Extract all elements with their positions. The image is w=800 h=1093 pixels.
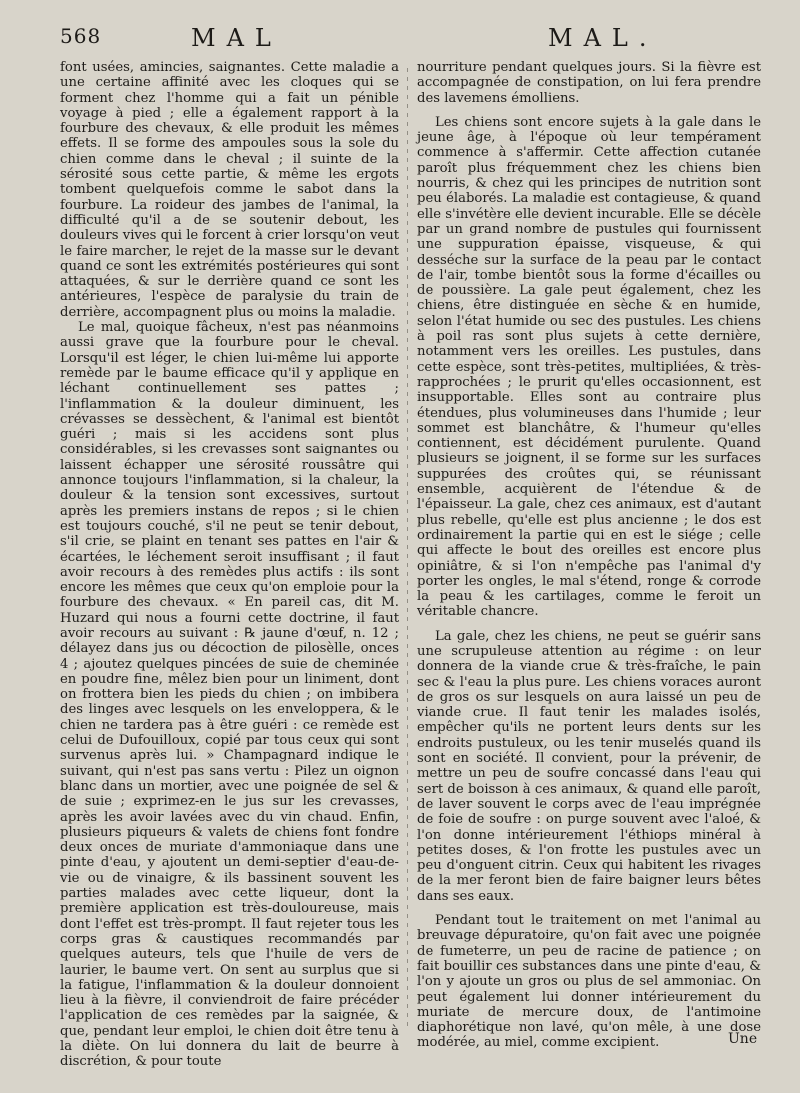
right-column [417,60,761,1051]
paragraph: Le mal, quoique fâcheux, n'est pas néanmoins aussi grave que la fourbure pour le cheval. Lorsqu'il est léger, le chien lui-même lui apporte remède par le baume efficace qu'il y applique en léchant continuellement ses pattes ; l'inflammation & la douleur diminuent, les crévasses se dessèchent, & l'animal est bientôt guéri ; mais si les accidens sont plus considérables, si les crevasses sont saignantes ou laissent échapper une sérosité roussâtre qui annonce toujours l'inflammation, si la chaleur, la douleur & la tension sont excessives, surtout après les premiers instans de repos ; si le chien est toujours couché, s'il ne peut se tenir debout, s'il crie, se plaint en tenant ses pattes en l'air & écartées, le léchement seroit insuffisant ; il faut avoir recours à des remèdes plus actifs : ils sont encore les mêmes que ceux qu'on emploie pour la fourbure des chevaux. « En pareil cas, dit M. Huzard qui nous a fourni cette doctrine, il faut avoir recours au suivant : ℞ jaune d'œuf, n. 12 ; délayez dans jus ou décoction de pilosèlle, onces 4 ; ajoutez quelques pincées de suie de cheminée en poudre fine, mêlez bien pour un liniment, dont on frottera bien les pieds du chien ; on imbibera des linges avec lesquels on les enveloppera, & le chien ne tardera pas à être guéri : ce remède est celui de Dufouilloux, copié par tous ceux qui sont survenus après lui. » Champagnard indique le suivant, qui n'est pas sans vertu : Pilez un oignon blanc dans un mortier, avec une poignée de sel & de suie ; exprimez-en le jus sur les crevasses, après les avoir lavées avec du vin chaud. Enfin, plusieurs piqueurs & valets de chiens font fondre deux onces de muriate d'ammoniaque dans une pinte d'eau, y ajoutent un demi-septier d'eau-de-vie ou de vinaigre, & ils bassinent souvent les parties malades avec cette liqueur, dont la première application est très-douloureuse, mais dont l'effet est très-prompt. Il faut rejeter tous les corps gras & caustiques recommandés par quelques auteurs, tels que l'huile de vers de laurier, le baume vert. On sent au surplus que si la fatigue, l'inflammation & la douleur donnoient lieu à la fièvre, il conviendroit de faire précéder l'application de ces remèdes par la saignée, & que, pendant leur emploi, le chien doit être tenu à la diète. On lui donnera du lait de beurre à discrétion, & pour toute [60,320,399,1070]
paragraph: La gale, chez les chiens, ne peut se guérir sans une scrupuleuse attention au régime : on leur donnera de la viande crue & très-fraîche, le pain sec & l'eau la plus pure. Les chiens voraces auront de gros os sur lesquels on aura laissé un peu de viande crue. Il faut tenir les malades isolés, empêcher qu'ils ne portent leurs dents sur les endroits pustuleux, ou les tenir muselés quand ils sont en société. Il convient, pour la prévenir, de mettre un peu de soufre concassé dans l'eau qui sert de boisson à ces animaux, & quand elle paroît, de laver souvent le corps avec de l'eau imprégnée de foie de soufre : on purge souvent avec l'aloé, & l'on donne intérieurement l'éthiops minéral à petites doses, & l'on frotte les pustules avec un peu d'onguent citrin. Ceux qui habitent les rivages de la mer feront bien de faire baigner leurs bêtes dans ses eaux. [417,628,761,904]
column-divider [407,68,408,1028]
catchword: Une [728,1031,758,1047]
running-head-left: MAL [191,24,282,52]
page-header [0,22,800,56]
paragraph: Pendant tout le traitement on met l'animal au breuvage dépuratoire, qu'on fait avec une poignée de fumeterre, un peu de racine de patience ; on fait bouillir ces substances dans une pinte d'eau, & l'on y ajoute un gros ou plus de sel ammoniac. On peut également lui donner intérieurement du muriate de mercure doux, de l'antimoine diaphorétique non lavé, qu'on mêle, à une dose modérée, au miel, comme excipient. [417,913,761,1051]
running-head-right: MAL. [548,24,658,52]
left-column [60,60,399,1070]
page-number: 568 [60,24,102,48]
paragraph: font usées, amincies, saignantes. Cette maladie a une certaine affinité avec les cloques qui se forment chez l'homme qui a fait un pénible voyage à pied ; elle a également rapport à la fourbure des chevaux, & elle produit les mêmes effets. Il se forme des ampoules sous la sole du chien comme dans le cheval ; il suinte de la sérosité sous cette partie, & même les ergots tombent quelquefois comme le sabot dans la fourbure. La roideur des jambes de l'animal, la difficulté qu'il a de se soutenir debout, les douleurs vives qui le forcent à crier lorsqu'on veut le faire marcher, le rejet de la masse sur le devant quand ce sont les extrémités postérieures qui sont attaquées, & sur le derrière quand ce sont les antérieures, l'espèce de paralysie du train de derrière, accompagnent plus ou moins la maladie. [60,60,399,320]
paragraph: Les chiens sont encore sujets à la gale dans le jeune âge, à l'époque où leur tempérament commence à s'affermir. Cette affection cutanée paroît plus fréquemment chez les chiens bien nourris, & chez qui les principes de nutrition sont peu élaborés. La maladie est contagieuse, & quand elle s'invétère elle devient incurable. Elle se décèle par un grand nombre de pustules qui fournissent une suppuration épaisse, visqueuse, & qui desséche sur la surface de la peau par le contact de l'air, tombe bientôt sous la forme d'écailles ou de poussière. La gale peut également, chez les chiens, être distinguée en sèche & en humide, selon l'état humide ou sec des pustules. Les chiens à poil ras sont plus sujets à cette dernière, notamment vers les oreilles. Les pustules, dans cette espèce, sont très-petites, multipliées, & très-rapprochées ; le prurit qu'elles occasionnent, est insupportable. Elles sont au contraire plus étendues, plus volumineuses dans l'humide ; leur sommet est blanchâtre, & l'humeur qu'elles contiennent, est décidément purulente. Quand plusieurs se joignent, il se forme sur les surfaces suppurées des croûtes qui, se réunissant ensemble, acquièrent de l'étendue & de l'épaisseur. La gale, chez ces animaux, est d'autant plus rebelle, qu'elle est plus ancienne ; le dos est ordinairement la partie qui en est le siége ; celle qui affecte le bout des oreilles est encore plus opiniâtre, & si l'on n'empêche pas l'animal d'y porter les ongles, le mal s'étend, ronge & corrode la peau & les cartilages, comme le feroit un véritable chancre. [417,114,761,620]
paragraph: nourriture pendant quelques jours. Si la fièvre est accompagnée de constipation, on lui fera prendre des lavemens émolliens. [417,60,761,106]
